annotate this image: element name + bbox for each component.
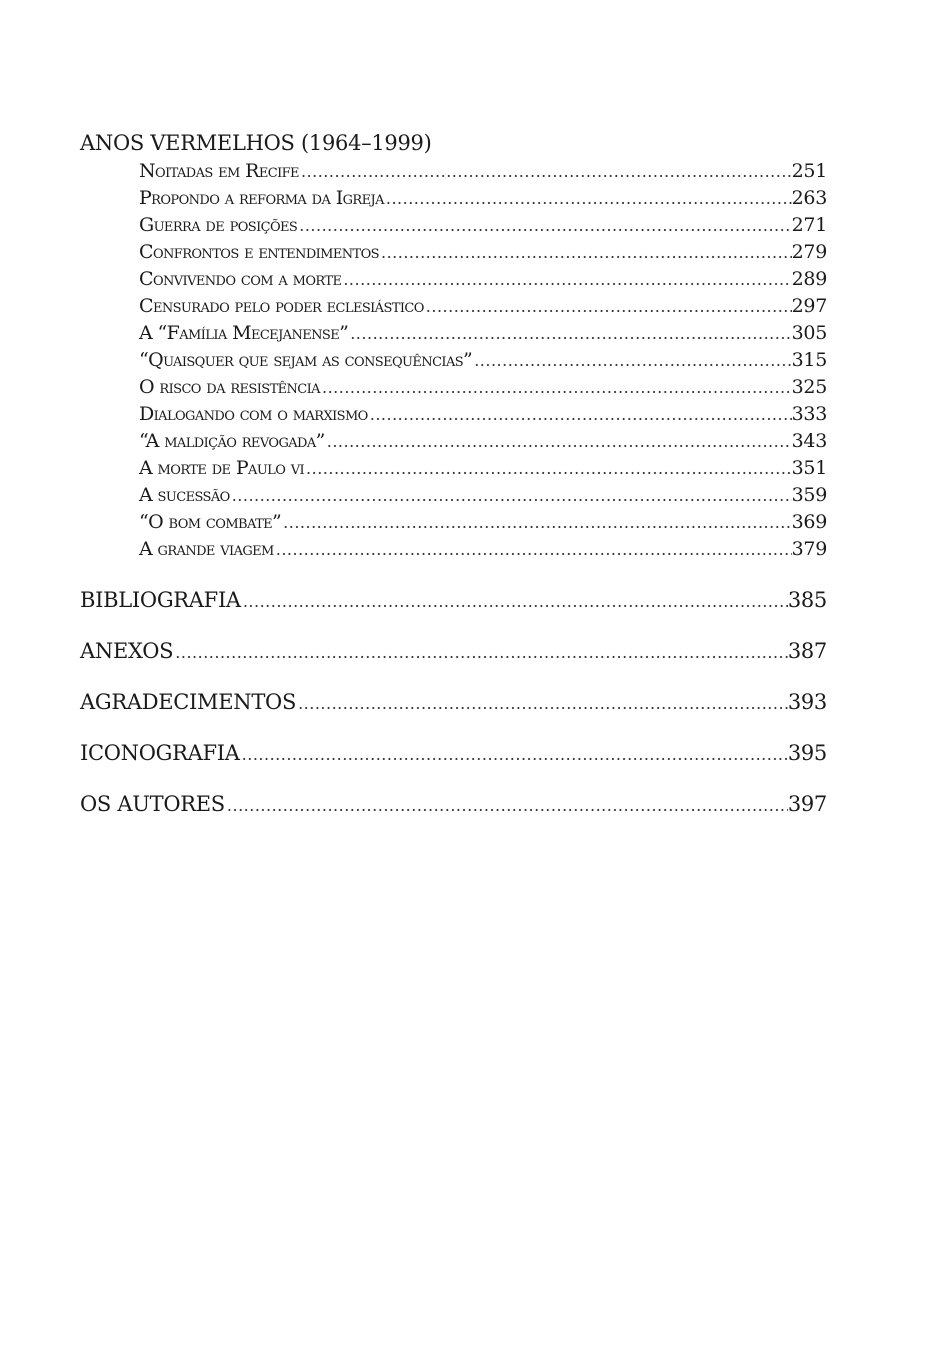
toc-entry-page: 297 [791, 295, 827, 317]
toc-entry-title: A sucessão [139, 484, 230, 506]
dot-leader [274, 536, 792, 563]
toc-entry-title: Dialogando com o marxismo [139, 403, 368, 425]
dot-leader [297, 212, 791, 239]
toc-section-title: OS AUTORES [80, 792, 225, 816]
toc-section-page: 393 [787, 690, 827, 714]
toc-entry [139, 212, 827, 239]
toc-entry-page: 359 [791, 484, 827, 506]
toc-entry-title: “Quaisquer que sejam as consequências” [139, 349, 473, 371]
toc-entry-title: A grande viagem [139, 538, 274, 560]
toc-entry-page: 369 [791, 511, 827, 533]
toc-section-page: 385 [787, 588, 827, 612]
dot-leader [384, 185, 792, 212]
toc-entry-title: Propondo a reforma da Igreja [139, 187, 384, 209]
dot-leader [472, 347, 791, 374]
toc-entry [139, 401, 827, 428]
toc-section [80, 779, 827, 830]
toc-entry [139, 536, 827, 563]
toc-section [80, 626, 827, 677]
toc-entry-page: 351 [791, 457, 827, 479]
toc-entry [139, 158, 827, 185]
toc-section-title: ICONOGRAFIA [80, 741, 240, 765]
chapter-list [139, 158, 827, 563]
toc-entry-title: “A maldição revogada” [139, 430, 325, 452]
toc-section-title: BIBLIOGRAFIA [80, 588, 241, 612]
toc-entry-title: Guerra de posições [139, 214, 298, 236]
dot-leader [225, 780, 788, 831]
toc-entry-page: 315 [791, 349, 827, 371]
dot-leader [296, 678, 788, 729]
toc-entry-title: Convivendo com a morte [139, 268, 342, 290]
toc-entry [139, 455, 827, 482]
toc-entry [139, 374, 827, 401]
toc-entry-page: 379 [791, 538, 827, 560]
toc-entry-title: Confrontos e entendimentos [139, 241, 379, 263]
toc-entry-page: 251 [791, 160, 827, 182]
dot-leader [320, 374, 792, 401]
toc-section [80, 677, 827, 728]
toc-entry [139, 320, 827, 347]
toc-entry-title: A “Família Mecejanense” [139, 322, 349, 344]
toc-entry-title: Noitadas em Recife [139, 160, 299, 182]
dot-leader [240, 729, 788, 780]
dot-leader [241, 576, 788, 627]
toc-entry [139, 482, 827, 509]
dot-leader [230, 482, 792, 509]
dot-leader [325, 428, 792, 455]
toc-entry-page: 289 [791, 268, 827, 290]
toc-entry-page: 263 [791, 187, 827, 209]
toc-entry-page: 279 [791, 241, 827, 263]
toc-entry-page: 325 [791, 376, 827, 398]
toc-entry-title: Censurado pelo poder eclesiástico [139, 295, 424, 317]
section-list [80, 575, 827, 830]
toc-entry [139, 185, 827, 212]
dot-leader [368, 401, 792, 428]
dot-leader [341, 266, 791, 293]
toc-entry [139, 347, 827, 374]
dot-leader [424, 293, 792, 320]
toc-section [80, 728, 827, 779]
toc-entry-page: 271 [791, 214, 827, 236]
toc-entry-page: 305 [791, 322, 827, 344]
dot-leader [281, 509, 791, 536]
toc-entry-title: A morte de Paulo vi [139, 457, 305, 479]
toc-entry [139, 428, 827, 455]
toc-entry-page: 343 [791, 430, 827, 452]
toc-entry [139, 239, 827, 266]
toc-section-title: AGRADECIMENTOS [80, 690, 297, 714]
toc-entry-title: “O bom combate” [139, 511, 282, 533]
dot-leader [379, 239, 792, 266]
dot-leader [173, 627, 788, 678]
table-of-contents [80, 128, 827, 830]
toc-section [80, 575, 827, 626]
toc-entry-title: O risco da resistência [139, 376, 320, 398]
dot-leader [299, 158, 792, 185]
dot-leader [348, 320, 791, 347]
part-title: ANOS VERMELHOS (1964–1999) [80, 131, 432, 155]
toc-entry [139, 293, 827, 320]
toc-section-page: 387 [787, 639, 827, 663]
toc-section-page: 395 [787, 741, 827, 765]
toc-section-page: 397 [787, 792, 827, 816]
toc-section-title: ANEXOS [80, 639, 174, 663]
toc-entry-page: 333 [791, 403, 827, 425]
toc-entry [139, 509, 827, 536]
dot-leader [304, 455, 792, 482]
toc-entry [139, 266, 827, 293]
